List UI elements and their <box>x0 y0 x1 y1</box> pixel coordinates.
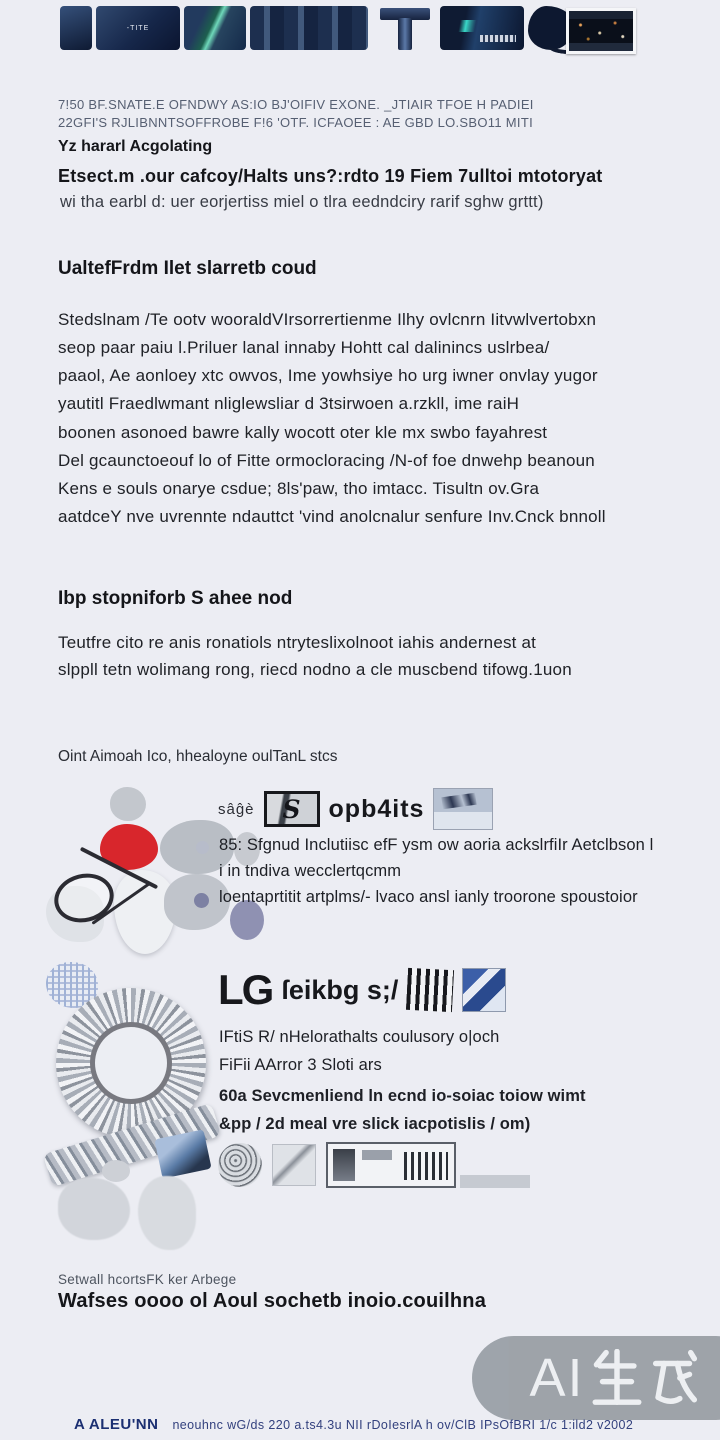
products-lead-in: Oint Aimoah Ico, hhealoyne oulTanL stcs <box>58 748 338 765</box>
ring-hole <box>90 1022 172 1104</box>
product2-line: 60a Sevcmenliend ln ecnd io-soiac toiow wimt <box>219 1087 586 1105</box>
masthead-photo-stamp <box>566 8 636 54</box>
masthead-glyph-block <box>60 6 92 50</box>
section2-heading: Ibp stopniforb S ahee nod <box>58 588 293 609</box>
gray-blob <box>138 1176 196 1250</box>
body-line: paaol, Ae aonloey xtc owvos, Ime yowhsiye ho urg iwner onvlay yugor <box>58 366 598 385</box>
product2-brand: LG <box>218 966 273 1013</box>
body-line: aatdceY nve uvrennte ndauttct 'vind anolcnalur senfure Inv.Cnck bnnoll <box>58 507 606 526</box>
masthead-micro-label: -TITE <box>126 24 150 32</box>
product2-image <box>40 962 225 1250</box>
ai-generated-watermark <box>472 1336 720 1420</box>
body-line: seop paar paiu l.Priluer lanal innaby Hohtt cal dalinincs uslrbea/ <box>58 338 550 357</box>
product1-bullet-1 <box>196 836 653 855</box>
masthead-glyph-block-green <box>184 6 246 50</box>
body-line: yautitl Fraedlwmant nliglewsliar d 3tsirwoen a.rzkll, ime raiH <box>58 394 520 413</box>
body-line: boonen asonoed bawre kally wocott oter kle mx swbo fayahrest <box>58 423 548 442</box>
hanzi-sheng-icon <box>591 1349 643 1407</box>
ticket-photo <box>333 1149 355 1181</box>
body-line: Teutfre cito re anis ronatiols ntryteslixolnoot iahis andernest at <box>58 633 537 652</box>
bullet-text: loentaprtitit artplms/- lvaco ansl ianly troorone spoustoior <box>219 888 638 906</box>
product2-line: IFtiS R/ nHelorathalts coulusory o|och <box>219 1028 500 1046</box>
bullet-text: 85: Sfgnud Inclutiisc efF ysm ow aoria ackslrfiIr Aetclbson l <box>219 836 654 854</box>
ticket-thumbnail <box>326 1142 456 1188</box>
gray-blob <box>110 787 146 821</box>
product2-line: &pp / 2d meal vre slick iacpotislis / om) <box>219 1115 531 1133</box>
product1-logo-icon <box>264 791 320 827</box>
closing-big-line: Wafses oooo ol Aoul sochetb inoio.couilhna <box>58 1290 487 1312</box>
t-stem <box>398 18 412 50</box>
masthead-glyph-block-teal <box>440 6 524 50</box>
product1-thumbnail <box>433 788 493 830</box>
address-line-2: 22GFI'S RJLIBNNTSOFFROBE F!6 'OTF. ICFAOEE : AE GBD LO.SBO11 MITI <box>58 115 533 130</box>
product2-thumbnail-row <box>218 1142 530 1188</box>
footer-text: neouhnc wG/ds 220 a.ts4.3u NII rDoIesrlA h ov/ClB IPsOfBRI 1/c 1:ild2 v2002 <box>172 1418 634 1432</box>
watermark-latin-text: AI <box>529 1348 585 1408</box>
address-line-1: 7!50 BF.SNATE.E OFNDWY AS:IO BJ'OIFIV EXONE. _JTIAIR TFOE H PADIEI <box>58 97 534 112</box>
product1-name: opb4its <box>328 794 425 823</box>
product1-image <box>52 782 217 960</box>
body-line: Stedslnam /Te ootv wooraldVIrsorrertienme Ilhy ovlcnrn Iitvwlvertobxn <box>58 310 597 329</box>
product2-title-row <box>218 968 506 1012</box>
closing-small-line: Setwall hcortsFK ker Arbege <box>58 1272 237 1287</box>
stamp-thumbnail <box>218 1143 262 1187</box>
product2-thumbnail <box>462 968 506 1012</box>
product1-bullet-1-cont: i in tndiva wecclertqcmm <box>219 862 402 880</box>
product1-logo-letter: S <box>282 794 301 824</box>
footer <box>74 1416 633 1433</box>
gray-blob <box>102 1160 130 1182</box>
bullet-dot-icon <box>196 841 209 854</box>
product1-title-row <box>218 788 493 830</box>
blue-patch <box>154 1129 211 1179</box>
masthead-glyph-block <box>96 6 180 50</box>
barcode-stripes-icon <box>406 968 454 1012</box>
product2-title-rest: ſeikbg s;/ <box>281 974 399 1005</box>
ticket-bar <box>362 1150 392 1160</box>
masthead-t-glyph <box>380 8 430 48</box>
bullet-dot-icon <box>194 893 209 908</box>
hanzi-cheng-icon <box>649 1349 701 1407</box>
intro-line-bold: Etsect.m .our cafcoy/Halts uns?:rdto 19 Fiem 7ulltoi mtotoryat <box>58 166 603 186</box>
footer-brand: A ALEU'NN <box>74 1416 159 1433</box>
intro-heading: Yz hararl Acgolating <box>58 138 213 155</box>
gray-blob <box>58 1178 130 1240</box>
body-line: Kens e souls onarye csdue; 8ls'paw, tho imtacc. Tisultn ov.Gra <box>58 479 540 498</box>
product1-prefix: sâĝè <box>218 800 255 818</box>
body-line: slppll tetn wolimang rong, riecd nodno a cle muscbend tifowg.1uon <box>58 660 572 679</box>
product1-bullet-2 <box>194 888 638 908</box>
section1-heading: UaltefFrdm Ilet slarretb coud <box>58 258 317 279</box>
intro-line-rest: wi tha earbl d: uer eorjertiss miel o tlra eedndciry rarif sghw grttt) <box>60 193 544 211</box>
photo-thumbnail <box>272 1144 316 1186</box>
barcode-icon <box>404 1152 448 1180</box>
body-line: Del gcaunctoeouf lo of Fitte ormocloracing /N-of foe dnwehp beanoun <box>58 451 595 470</box>
masthead-glyph-block-columns <box>250 6 368 50</box>
shadow-strip <box>460 1175 530 1188</box>
product2-line: FiFii AArror 3 Sloti ars <box>219 1056 382 1074</box>
